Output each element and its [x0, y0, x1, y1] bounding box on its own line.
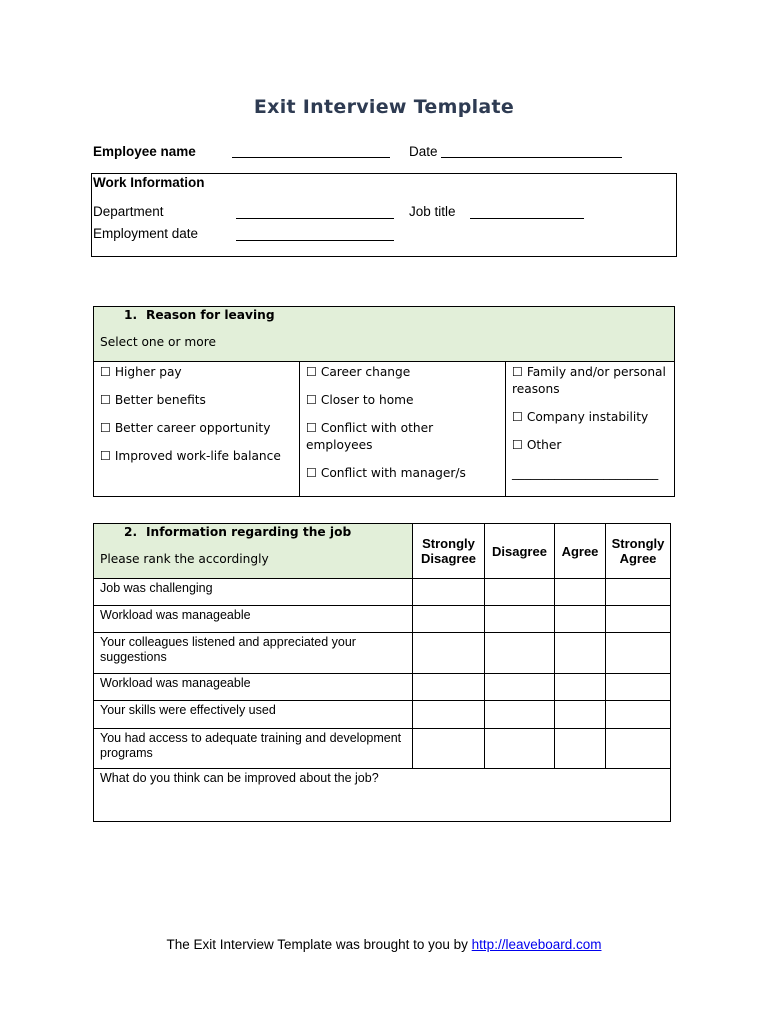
- reason-option[interactable]: ☐ Better benefits: [100, 393, 206, 407]
- checkbox-icon[interactable]: ☐: [100, 365, 111, 379]
- footer-text: The Exit Interview Template was brought to you by: [166, 937, 468, 952]
- checkbox-icon[interactable]: ☐: [100, 393, 111, 407]
- rating-cell[interactable]: [485, 633, 555, 674]
- reason-col-3: [506, 362, 675, 497]
- reason-option[interactable]: ☐ Higher pay: [100, 365, 182, 379]
- table-row: [94, 701, 671, 729]
- rating-cell[interactable]: [555, 729, 606, 769]
- reason-option[interactable]: ☐ Improved work-life balance: [100, 449, 281, 463]
- employee-name-label: Employee name: [93, 144, 196, 159]
- job-number: 2.: [124, 525, 138, 539]
- rating-cell[interactable]: [555, 606, 606, 633]
- reason-for-leaving-table: [93, 306, 675, 497]
- work-information-heading: Work Information: [93, 175, 205, 190]
- reason-col-1: [94, 362, 300, 497]
- row-label: Workload was manageable: [94, 674, 413, 701]
- reason-instruction: Select one or more: [100, 335, 216, 349]
- rating-cell[interactable]: [606, 633, 671, 674]
- row-label: You had access to adequate training and development programs: [94, 729, 413, 769]
- document-title: Exit Interview Template: [253, 96, 515, 118]
- checkbox-icon[interactable]: ☐: [306, 365, 317, 379]
- checkbox-icon[interactable]: ☐: [100, 449, 111, 463]
- checkbox-icon[interactable]: ☐: [306, 393, 317, 407]
- reason-option[interactable]: ☐ Other: [512, 438, 562, 452]
- rating-cell[interactable]: [606, 701, 671, 729]
- department-field[interactable]: [236, 218, 394, 219]
- table-row: [94, 606, 671, 633]
- employee-name-field[interactable]: [232, 157, 390, 158]
- checkbox-icon[interactable]: ☐: [512, 438, 523, 452]
- reason-option[interactable]: ☐ Company instability: [512, 410, 649, 424]
- rating-cell[interactable]: [555, 633, 606, 674]
- employment-date-label: Employment date: [93, 226, 199, 241]
- leaveboard-link[interactable]: http://leaveboard.com: [471, 937, 602, 952]
- rating-cell[interactable]: [413, 606, 485, 633]
- rating-cell[interactable]: [606, 606, 671, 633]
- job-rating-table: [93, 523, 671, 822]
- table-row: [94, 674, 671, 701]
- rating-cell[interactable]: [413, 701, 485, 729]
- col-strongly-disagree: Strongly Disagree: [413, 524, 485, 579]
- rating-cell[interactable]: [606, 579, 671, 606]
- rating-cell[interactable]: [606, 674, 671, 701]
- other-reason-field[interactable]: ________________________: [512, 466, 659, 480]
- date-label: Date: [409, 144, 438, 159]
- rating-cell[interactable]: [485, 729, 555, 769]
- reason-option[interactable]: ☐ Better career opportunity: [100, 421, 271, 435]
- rating-cell[interactable]: [413, 729, 485, 769]
- improvement-question[interactable]: What do you think can be improved about the job?: [94, 769, 671, 822]
- employment-date-field[interactable]: [236, 240, 394, 241]
- improvement-row: [94, 769, 671, 822]
- reason-heading: Reason for leaving: [146, 308, 275, 322]
- reason-header-cell: [94, 307, 675, 362]
- col-strongly-agree: Strongly Agree: [606, 524, 671, 579]
- rating-cell[interactable]: [606, 729, 671, 769]
- job-instruction: Please rank the accordingly: [100, 552, 269, 566]
- reason-option[interactable]: ☐ Conflict with other employees: [306, 421, 434, 452]
- date-field[interactable]: [441, 157, 622, 158]
- reason-option[interactable]: ☐ Closer to home: [306, 393, 414, 407]
- rating-cell[interactable]: [485, 701, 555, 729]
- job-heading: Information regarding the job: [146, 525, 352, 539]
- rating-cell[interactable]: [413, 633, 485, 674]
- col-agree: Agree: [555, 524, 606, 579]
- department-label: Department: [93, 204, 164, 219]
- footer: [0, 937, 768, 952]
- row-label: Job was challenging: [94, 579, 413, 606]
- checkbox-icon[interactable]: ☐: [512, 365, 523, 379]
- table-row: [94, 729, 671, 769]
- rating-cell[interactable]: [485, 606, 555, 633]
- reason-option[interactable]: ☐ Career change: [306, 365, 411, 379]
- table-row: [94, 579, 671, 606]
- reason-number: 1.: [124, 308, 138, 322]
- rating-cell[interactable]: [555, 579, 606, 606]
- rating-cell[interactable]: [555, 674, 606, 701]
- checkbox-icon[interactable]: ☐: [100, 421, 111, 435]
- table-row: [94, 633, 671, 674]
- rating-cell[interactable]: [413, 579, 485, 606]
- rating-cell[interactable]: [485, 579, 555, 606]
- reason-col-2: [300, 362, 506, 497]
- job-header-cell: [94, 524, 413, 579]
- checkbox-icon[interactable]: ☐: [512, 410, 523, 424]
- row-label: Your skills were effectively used: [94, 701, 413, 729]
- rating-cell[interactable]: [485, 674, 555, 701]
- row-label: Workload was manageable: [94, 606, 413, 633]
- job-title-field[interactable]: [470, 218, 584, 219]
- checkbox-icon[interactable]: ☐: [306, 421, 317, 435]
- reason-option[interactable]: ☐ Conflict with manager/s: [306, 466, 466, 480]
- row-label: Your colleagues listened and appreciated your suggestions: [94, 633, 413, 674]
- work-information-box: [91, 173, 677, 257]
- col-disagree: Disagree: [485, 524, 555, 579]
- checkbox-icon[interactable]: ☐: [306, 466, 317, 480]
- rating-cell[interactable]: [413, 674, 485, 701]
- rating-cell[interactable]: [555, 701, 606, 729]
- reason-option[interactable]: ☐ Family and/or personal reasons: [512, 365, 666, 396]
- job-title-label: Job title: [409, 204, 456, 219]
